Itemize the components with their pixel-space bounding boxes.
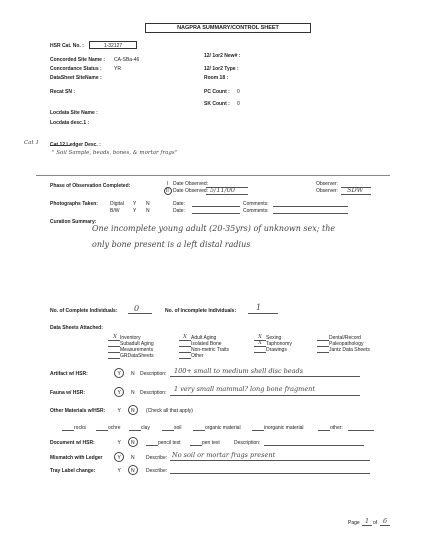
ds-drawings: Drawings [266,347,287,353]
recat-sn-label: Recat SN : [50,89,76,95]
ds-line-subadult [108,346,120,347]
ds-line-paleo [317,346,329,347]
page-current-line [362,525,372,526]
om-line-organic [193,430,205,431]
tray-desc-line [170,473,370,474]
artifact-y: Y [117,371,121,377]
tray-desc-label: Describe: [146,468,168,474]
ds-check-inventory: X [113,334,117,340]
artifact-desc-value: 100+ small to medium shell disc beads [174,367,304,375]
photo-digital-comments-label: Comments: [243,201,269,207]
ds-inventory: Inventory [120,335,141,341]
ds-line-nonmetric [179,352,191,353]
concordance-status-label: Concordance Status : [50,66,102,72]
tray-label: Tray Label change: [50,468,96,474]
ds-check-taphonomy: X [258,340,262,346]
ds-jantz: Jantz Data Sheets [329,347,370,353]
mismatch-desc-label: Describe: [146,455,168,461]
date-observed-1: Date Observed: [173,181,209,187]
concorded-site-value: CA-SBa-46 [114,57,140,63]
photo-date-line-1 [192,206,240,207]
ds-other: Other [191,353,204,359]
locdata-desc-label: Locdata desc.1 : [50,120,90,126]
date-line-2 [206,194,248,195]
other-materials-n: N [131,408,135,414]
phase-label: Phase of Observation Completed: [50,183,131,189]
ds-line-inventory [108,340,120,341]
room-label: Room 18 : [204,75,229,81]
ds-isolated-bone: Isolated Bone [191,341,222,347]
observer-2-label: Observer: [316,188,338,194]
photo-date-line-2 [192,213,240,214]
fauna-y: Y [117,390,121,396]
complete-individuals-label: No. of Complete Individuals: [50,308,118,314]
other-materials-note: (Check all that apply) [146,408,193,414]
mismatch-n: N [131,455,135,461]
ds-line-grdatasheets [108,358,120,359]
mismatch-y: Y [117,455,121,461]
tray-n: N [131,468,135,474]
ds-line-adult [179,340,191,341]
artifact-desc-line [170,376,360,377]
photo-comments-line-2 [273,213,348,214]
other-materials-y: Y [117,408,121,414]
ds-line-taphonomy [254,346,266,347]
ds-taphonomy: Taphonomy [266,341,292,347]
doc-line-pen [190,445,202,446]
concorded-site-label: Concorded Site Name : [50,57,106,63]
om-line-soil [162,430,174,431]
artifact-label: Artifact w/ HSR: [50,371,88,377]
tray-y: Y [117,468,121,474]
date-observed-2: Date Observed: [173,188,209,194]
ds-line-dental [317,340,329,341]
ledger-margin-note: Cat 1 [24,140,39,146]
ledger-handwritten: " Soil Sample, beads, bones, & mortar frags" [52,150,178,156]
datasheets-label: Data Sheets Attached: [50,325,103,331]
concordance-status-value: YR [114,66,121,72]
om-line-ochre [96,430,108,431]
observer-line-2 [341,194,371,195]
type-label: 12/ 1or2 Type : [204,66,239,72]
om-soil: soil [174,425,182,431]
ds-line-measurements [108,352,120,353]
incomplete-individuals-line [248,313,278,314]
other-materials-label: Other Materials w/HSR: [50,408,106,414]
fauna-label: Fauna w/ HSR: [50,390,86,396]
curation-line-2: only bone present is a left distal radius [92,240,251,249]
ledger-strikethrough [50,145,70,146]
photo-bw-label: B/W [110,208,120,214]
document-label: Document w/ HSR: [50,440,95,446]
phase-i-label: I [167,181,169,187]
hsr-cat-value: 1-32127 [103,42,123,49]
mismatch-label: Mismatch with Ledger [50,455,103,461]
fauna-desc-line [170,395,360,396]
sk-count-label: SK Count : [204,101,230,107]
om-line-rocks [62,430,74,431]
observer-1-label: Observer: [316,181,338,187]
complete-individuals-value: 0 [134,304,140,313]
ds-measurements: Measurements [120,347,154,353]
photo-bw-comments-label: Comments: [243,208,269,214]
fauna-n: N [131,390,135,396]
om-inorganic: inorganic material [264,425,304,431]
ds-grdatasheets: GRDataSheets [120,353,154,359]
mismatch-desc-line [170,460,370,461]
complete-individuals-line [128,313,152,314]
ds-nonmetric-traits: Non-metric Traits [191,347,230,353]
fauna-desc-value: 1 very small mammal? long bone fragment [174,385,315,393]
ds-check-adult: X [183,334,187,340]
page-of: of [373,520,378,526]
page-title: NAGPRA SUMMARY/CONTROL SHEET [177,25,279,31]
document-n: N [131,440,135,446]
photo-comments-line-1 [273,206,348,207]
page-total: 6 [383,517,388,525]
document-desc-line [264,445,364,446]
fauna-desc-label: Description: [140,390,167,396]
om-other-fill-line [348,430,374,431]
sk-count-value: 0 [237,101,240,107]
photo-digital-y: Y [133,201,137,207]
artifact-n: N [131,371,135,377]
om-ochre: ochre [108,425,121,431]
photo-digital-n: N [146,201,150,207]
hsr-cat-label: HSR Cat. No. : [50,43,84,49]
photo-digital-label: Digital [110,201,124,207]
om-line-clay [129,430,141,431]
ds-line-jantz [317,352,329,353]
document-desc-label: Description: [234,440,261,446]
photo-digital-date-label: Date: [173,201,185,207]
om-clay: clay [141,425,150,431]
om-other: other: [330,425,343,431]
document-pen: pen text [202,440,220,446]
om-line-inorganic [252,430,264,431]
curation-summary-label: Curation Summary: [50,219,97,225]
om-rocks: rocks [74,425,86,431]
photo-bw-date-label: Date: [173,208,185,214]
ds-line-drawings [254,352,266,353]
page-label: Page [348,520,360,526]
pc-count-label: PC Count : [204,89,230,95]
mismatch-desc-value: No soil or mortar frags present [172,451,276,459]
section-divider [36,175,390,176]
page-current: 1 [365,517,370,525]
ds-adult-aging: Adult Aging [191,335,217,341]
datasheet-sitename-label: DataSheet SiteName : [50,75,102,81]
om-line-other [318,430,330,431]
ds-paleopathology: Paleopathology [329,341,364,347]
photographs-label: Photographs Taken: [50,201,98,207]
incomplete-individuals-label: No. of Incomplete Individuals: [165,308,237,314]
ds-sexing: Sexing [266,335,282,341]
ds-line-other [179,358,191,359]
ds-dental-record: Dental/Record [329,335,361,341]
page-total-line [380,525,390,526]
incomplete-individuals-value: 1 [256,303,262,312]
doc-line-pencil [146,445,158,446]
date-observed-value: 5/11/00 [210,186,236,194]
ds-check-sexing: X [258,334,262,340]
new-number-label: 12/ 1or2 New# : [204,53,241,59]
document-y: Y [117,440,121,446]
om-organic: organic material [205,425,241,431]
photo-bw-y: Y [133,208,137,214]
locdata-site-label: Locdata Site Name : [50,110,98,116]
ledger-desc-label: Cat 12 Ledger Desc. : [50,142,101,148]
document-pencil: pencil text [158,440,181,446]
artifact-desc-label: Description: [140,371,167,377]
curation-line-1: One incomplete young adult (20-35yrs) of unknown sex; the [92,224,336,233]
ds-subadult-aging: Subadult Aging [120,341,154,347]
photo-bw-n: N [146,208,150,214]
phase-ii-label: II [166,188,169,194]
ds-line-isolated [179,346,191,347]
observer-value: SDW [347,186,364,194]
pc-count-value: 0 [237,89,240,95]
